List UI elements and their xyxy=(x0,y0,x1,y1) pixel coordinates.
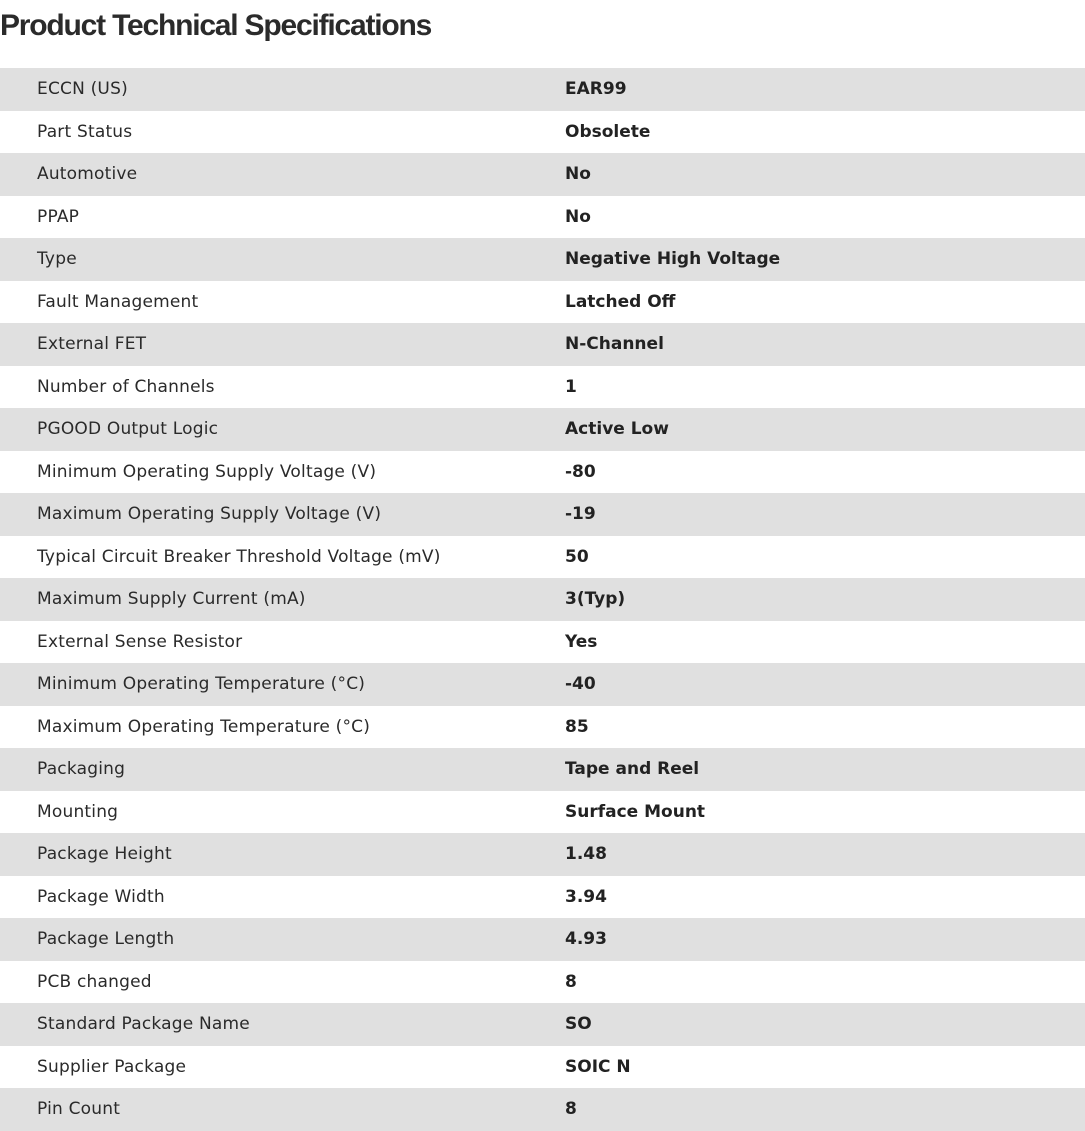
spec-value: -80 xyxy=(565,451,1085,494)
spec-label: Minimum Operating Temperature (°C) xyxy=(0,663,565,706)
spec-row xyxy=(0,238,1085,281)
spec-label: PPAP xyxy=(0,196,565,239)
spec-row xyxy=(0,578,1085,621)
spec-label: Standard Package Name xyxy=(0,1003,565,1046)
spec-value: -19 xyxy=(565,493,1085,536)
spec-row xyxy=(0,536,1085,579)
spec-row xyxy=(0,196,1085,239)
spec-label: Part Status xyxy=(0,111,565,154)
spec-row xyxy=(0,1088,1085,1131)
spec-label: Number of Channels xyxy=(0,366,565,409)
spec-row xyxy=(0,281,1085,324)
spec-value: 3.94 xyxy=(565,876,1085,919)
spec-value: 8 xyxy=(565,961,1085,1004)
spec-label: Mounting xyxy=(0,791,565,834)
spec-row xyxy=(0,961,1085,1004)
spec-label: Package Width xyxy=(0,876,565,919)
spec-row xyxy=(0,1046,1085,1089)
spec-value: Negative High Voltage xyxy=(565,238,1085,281)
spec-value: 1 xyxy=(565,366,1085,409)
spec-row xyxy=(0,493,1085,536)
spec-value: 85 xyxy=(565,706,1085,749)
spec-row xyxy=(0,111,1085,154)
spec-value: 50 xyxy=(565,536,1085,579)
spec-row xyxy=(0,663,1085,706)
spec-value: -40 xyxy=(565,663,1085,706)
spec-row xyxy=(0,366,1085,409)
spec-row xyxy=(0,1003,1085,1046)
spec-row xyxy=(0,918,1085,961)
spec-row xyxy=(0,68,1085,111)
spec-label: Fault Management xyxy=(0,281,565,324)
spec-row xyxy=(0,451,1085,494)
spec-value: Obsolete xyxy=(565,111,1085,154)
spec-table-body xyxy=(0,68,1085,1131)
spec-row xyxy=(0,408,1085,451)
spec-label: Type xyxy=(0,238,565,281)
spec-row xyxy=(0,833,1085,876)
spec-value: SOIC N xyxy=(565,1046,1085,1089)
spec-value: N-Channel xyxy=(565,323,1085,366)
spec-row xyxy=(0,876,1085,919)
spec-label: Automotive xyxy=(0,153,565,196)
spec-value: No xyxy=(565,153,1085,196)
spec-label: Supplier Package xyxy=(0,1046,565,1089)
spec-label: Pin Count xyxy=(0,1088,565,1131)
spec-table xyxy=(0,68,1085,1131)
spec-label: PCB changed xyxy=(0,961,565,1004)
spec-label: PGOOD Output Logic xyxy=(0,408,565,451)
spec-value: 1.48 xyxy=(565,833,1085,876)
spec-label: Maximum Operating Supply Voltage (V) xyxy=(0,493,565,536)
spec-label: Package Length xyxy=(0,918,565,961)
spec-label: ECCN (US) xyxy=(0,68,565,111)
spec-value: Latched Off xyxy=(565,281,1085,324)
spec-label: Maximum Supply Current (mA) xyxy=(0,578,565,621)
spec-value: 8 xyxy=(565,1088,1085,1131)
spec-value: EAR99 xyxy=(565,68,1085,111)
spec-label: External Sense Resistor xyxy=(0,621,565,664)
spec-row xyxy=(0,748,1085,791)
spec-value: 4.93 xyxy=(565,918,1085,961)
spec-value: No xyxy=(565,196,1085,239)
spec-label: Packaging xyxy=(0,748,565,791)
spec-label: Package Height xyxy=(0,833,565,876)
spec-value: 3(Typ) xyxy=(565,578,1085,621)
spec-value: Yes xyxy=(565,621,1085,664)
page-title: Product Technical Specifications xyxy=(0,9,432,42)
spec-label: External FET xyxy=(0,323,565,366)
spec-row xyxy=(0,706,1085,749)
spec-row xyxy=(0,323,1085,366)
spec-value: SO xyxy=(565,1003,1085,1046)
spec-value: Tape and Reel xyxy=(565,748,1085,791)
spec-value: Surface Mount xyxy=(565,791,1085,834)
spec-row xyxy=(0,153,1085,196)
spec-row xyxy=(0,621,1085,664)
spec-label: Typical Circuit Breaker Threshold Voltage (mV) xyxy=(0,536,565,579)
spec-label: Maximum Operating Temperature (°C) xyxy=(0,706,565,749)
spec-value: Active Low xyxy=(565,408,1085,451)
spec-label: Minimum Operating Supply Voltage (V) xyxy=(0,451,565,494)
spec-row xyxy=(0,791,1085,834)
